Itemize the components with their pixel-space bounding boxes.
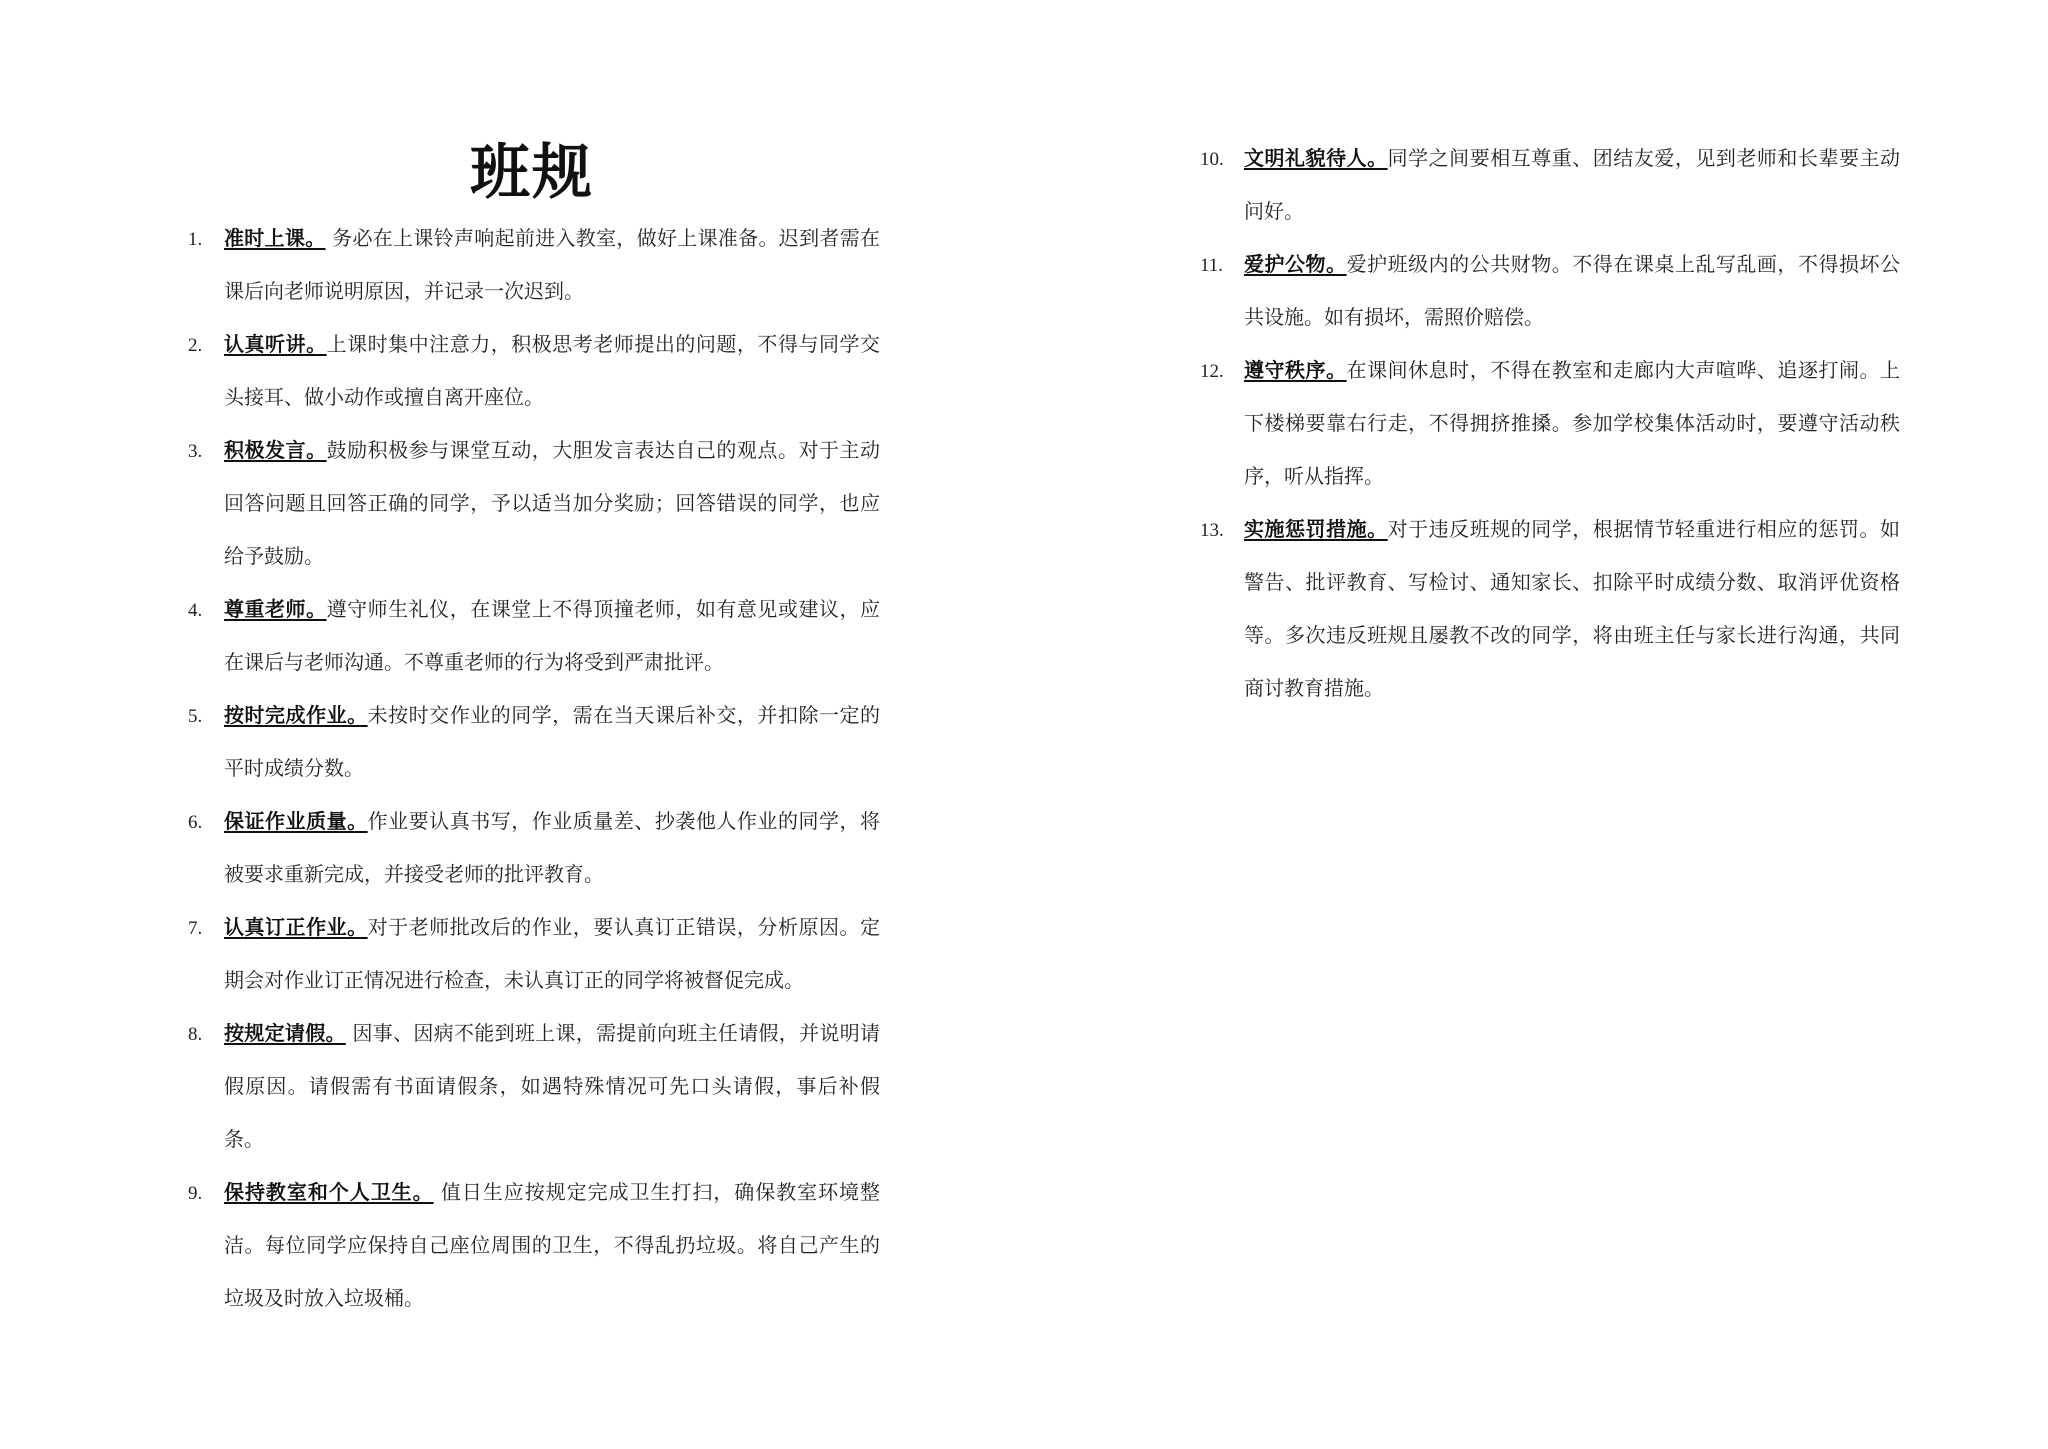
rule-title: 按规定请假。 [224,1021,346,1045]
rule-title: 保证作业质量。 [224,809,368,833]
rule-item [190,212,880,318]
rule-body: 对于违反班规的同学，根据情节轻重进行相应的惩罚。如警告、批评教育、写检讨、通知家长、扣除平时成绩分数、取消评优资格等。多次违反班规且屡教不改的同学，将由班主任与家长进行沟通，共同商讨教育措施。 [1244,517,1901,700]
rule-item [190,689,880,795]
rule-title: 爱护公物。 [1244,252,1347,276]
rule-item [190,318,880,424]
rule-body: 爱护班级内的公共财物。不得在课桌上乱写乱画，不得损坏公共设施。如有损坏，需照价赔偿。 [1244,252,1901,329]
rule-title: 遵守秩序。 [1244,358,1347,382]
rule-title: 实施惩罚措施。 [1244,517,1388,541]
rules-column-left [190,212,880,1325]
rule-title: 文明礼貌待人。 [1244,146,1388,170]
rule-number: 10. [1200,149,1224,170]
rule-body: 未按时交作业的同学，需在当天课后补交，并扣除一定的平时成绩分数。 [224,703,881,780]
rule-number: 2. [188,335,203,356]
rule-body: 因事、因病不能到班上课，需提前向班主任请假，并说明请假原因。请假需有书面请假条，如遇特殊情况可先口头请假，事后补假条。 [224,1021,881,1151]
rule-title: 保持教室和个人卫生。 [224,1180,434,1204]
rule-number: 6. [188,812,203,833]
rule-title: 尊重老师。 [224,597,327,621]
rule-body: 遵守师生礼仪，在课堂上不得顶撞老师，如有意见或建议，应在课后与老师沟通。不尊重老师的行为将受到严肃批评。 [224,597,881,674]
rule-item [190,901,880,1007]
rule-title: 认真订正作业。 [224,915,368,939]
rule-body: 同学之间要相互尊重、团结友爱，见到老师和长辈要主动问好。 [1244,146,1901,223]
rule-item [1200,238,1901,344]
rule-body: 在课间休息时，不得在教室和走廊内大声喧哗、追逐打闹。上下楼梯要靠右行走，不得拥挤推搡。参加学校集体活动时，要遵守活动秩序，听从指挥。 [1244,358,1901,488]
rule-number: 5. [188,706,203,727]
rule-number: 8. [188,1024,203,1045]
rule-body: 对于老师批改后的作业，要认真订正错误，分析原因。定期会对作业订正情况进行检查，未认真订正的同学将被督促完成。 [224,915,881,992]
rule-body: 务必在上课铃声响起前进入教室，做好上课准备。迟到者需在课后向老师说明原因，并记录一次迟到。 [224,226,881,303]
rule-number: 12. [1200,361,1224,382]
rule-body: 上课时集中注意力，积极思考老师提出的问题，不得与同学交头接耳、做小动作或擅自离开座位。 [224,332,881,409]
rule-item [190,583,880,689]
rule-number: 11. [1200,255,1224,276]
rule-body: 值日生应按规定完成卫生打扫，确保教室环境整洁。每位同学应保持自己座位周围的卫生，不得乱扔垃圾。将自己产生的垃圾及时放入垃圾桶。 [224,1180,880,1310]
rule-number: 7. [188,918,203,939]
rule-item [190,1007,880,1166]
rule-number: 9. [188,1183,203,1204]
rule-title: 认真听讲。 [224,332,327,356]
rule-item [1200,503,1901,715]
rule-title: 积极发言。 [224,438,327,462]
rule-title: 准时上课。 [224,226,326,250]
rule-number: 1. [188,229,203,250]
rule-item [190,795,880,901]
rule-number: 13. [1200,520,1224,541]
rule-number: 4. [188,600,203,621]
rule-item [190,424,880,583]
rule-number: 3. [188,441,203,462]
rule-item [190,1166,880,1325]
page-title: 班规 [470,138,594,208]
rule-title: 按时完成作业。 [224,703,368,727]
rule-body: 鼓励积极参与课堂互动，大胆发言表达自己的观点。对于主动回答问题且回答正确的同学，予以适当加分奖励；回答错误的同学，也应给予鼓励。 [224,438,881,568]
rule-body: 作业要认真书写，作业质量差、抄袭他人作业的同学，将被要求重新完成，并接受老师的批评教育。 [224,809,881,886]
rule-item [1200,344,1901,503]
rules-column-right [1200,132,1901,715]
rule-item [1200,132,1901,238]
